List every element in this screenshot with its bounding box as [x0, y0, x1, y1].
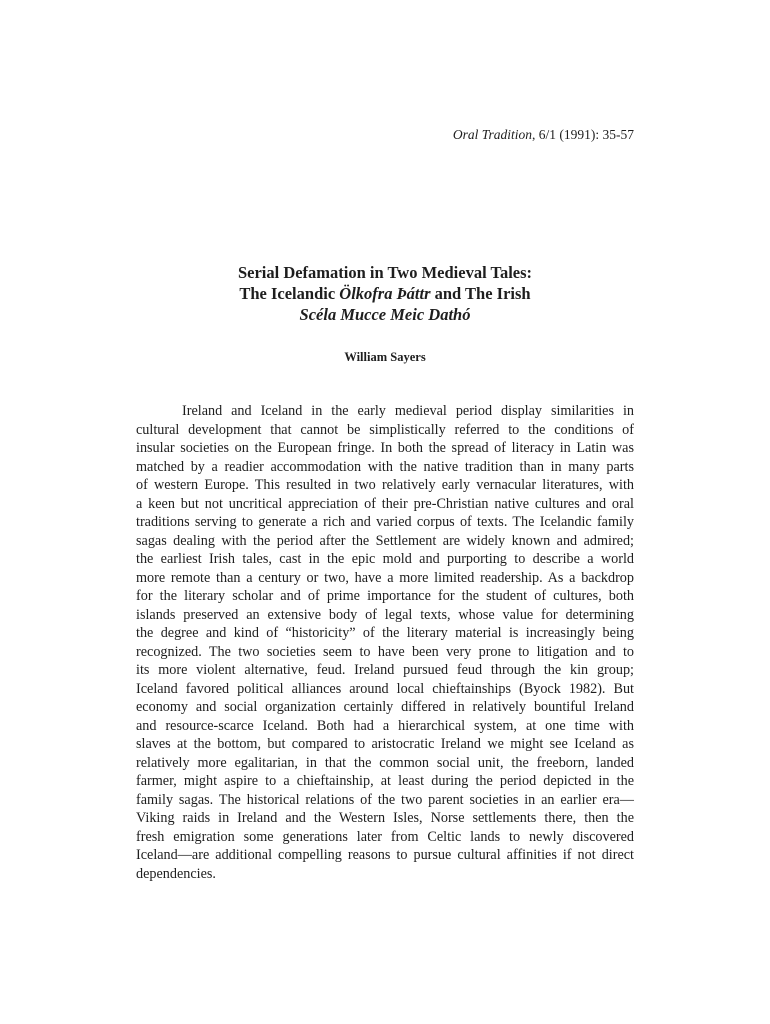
body-line: dependencies. [136, 865, 216, 882]
body-line: sagas dealing with the period after the Settlement are widely known and admired; [136, 532, 634, 549]
body-line: fresh emigration some generations later from Celtic lands to newly discovered [136, 828, 634, 845]
body-line: family sagas. The historical relations of the two parent societies in an earlier era— [136, 791, 634, 808]
body-line: Ireland and Iceland in the early medieval period display similarities in [182, 403, 634, 419]
body-line: insular societies on the European fringe. In both the spread of literacy in Latin was [136, 440, 634, 456]
body-line: Viking raids in Ireland and the Western Isles, Norse settlements there, then the [136, 810, 634, 826]
title-line-2-italic: Ölkofra Þáttr [339, 284, 431, 303]
running-head [453, 127, 634, 143]
body-line: cultural development that cannot be simplistically referred to the conditions of [136, 421, 634, 438]
body-line: for the literary scholar and of prime importance for the student of cultures, both [136, 588, 634, 604]
author-name: William Sayers [344, 350, 426, 364]
journal-citation: , 6/1 (1991): 35-57 [532, 127, 634, 142]
body-line: relatively more egalitarian, in that the common social unit, the freeborn, landed [136, 754, 634, 771]
body-line: Iceland favored political alliances around local chieftainships (Byock 1982). But [136, 680, 634, 697]
title-line-3-italic: Scéla Mucce Meic Dathó [299, 305, 471, 324]
body-line: the degree and kind of “historicity” of the literary material is increasingly being [136, 625, 634, 641]
body-line: economy and social organization certainly differed in relatively bountiful Ireland [136, 699, 634, 715]
body-line: the earliest Irish tales, cast in the epic mold and purporting to describe a world [136, 551, 634, 567]
title-line-2 [0, 283, 770, 304]
article-title [0, 262, 770, 325]
body-line: matched by a readier accommodation with the native tradition than in many parts [136, 458, 634, 475]
body-line: of western Europe. This resulted in two relatively early vernacular literatures, with [136, 477, 634, 493]
body-line: and resource-scarce Iceland. Both had a hierarchical system, at one time with [136, 717, 634, 734]
body-line: islands preserved an extensive body of legal texts, whose value for determining [136, 606, 634, 623]
body-line: Iceland—are additional compelling reasons to pursue cultural affinities if not direct [136, 847, 634, 863]
title-line-2-prefix: The Icelandic [239, 284, 340, 303]
body-line: a keen but not uncritical appreciation of their pre-Christian native cultures and oral [136, 495, 634, 512]
body-line: slaves at the bottom, but compared to aristocratic Ireland we might see Iceland as [136, 736, 634, 752]
body-line: more remote than a century or two, have a more limited readership. As a backdrop [136, 569, 634, 586]
title-line-2-suffix: and The Irish [430, 284, 531, 303]
body-line: traditions serving to generate a rich and varied corpus of texts. The Icelandic family [136, 514, 634, 530]
body-line: its more violent alternative, feud. Ireland pursued feud through the kin group; [136, 662, 634, 678]
body-paragraph [136, 402, 634, 883]
body-line: recognized. The two societies seem to have been very prone to litigation and to [136, 643, 634, 660]
body-line: farmer, might aspire to a chieftainship, at least during the period depicted in the [136, 773, 634, 789]
title-line-1: Serial Defamation in Two Medieval Tales: [237, 263, 533, 282]
journal-name: Oral Tradition [452, 127, 532, 142]
title-line-3 [0, 304, 770, 325]
